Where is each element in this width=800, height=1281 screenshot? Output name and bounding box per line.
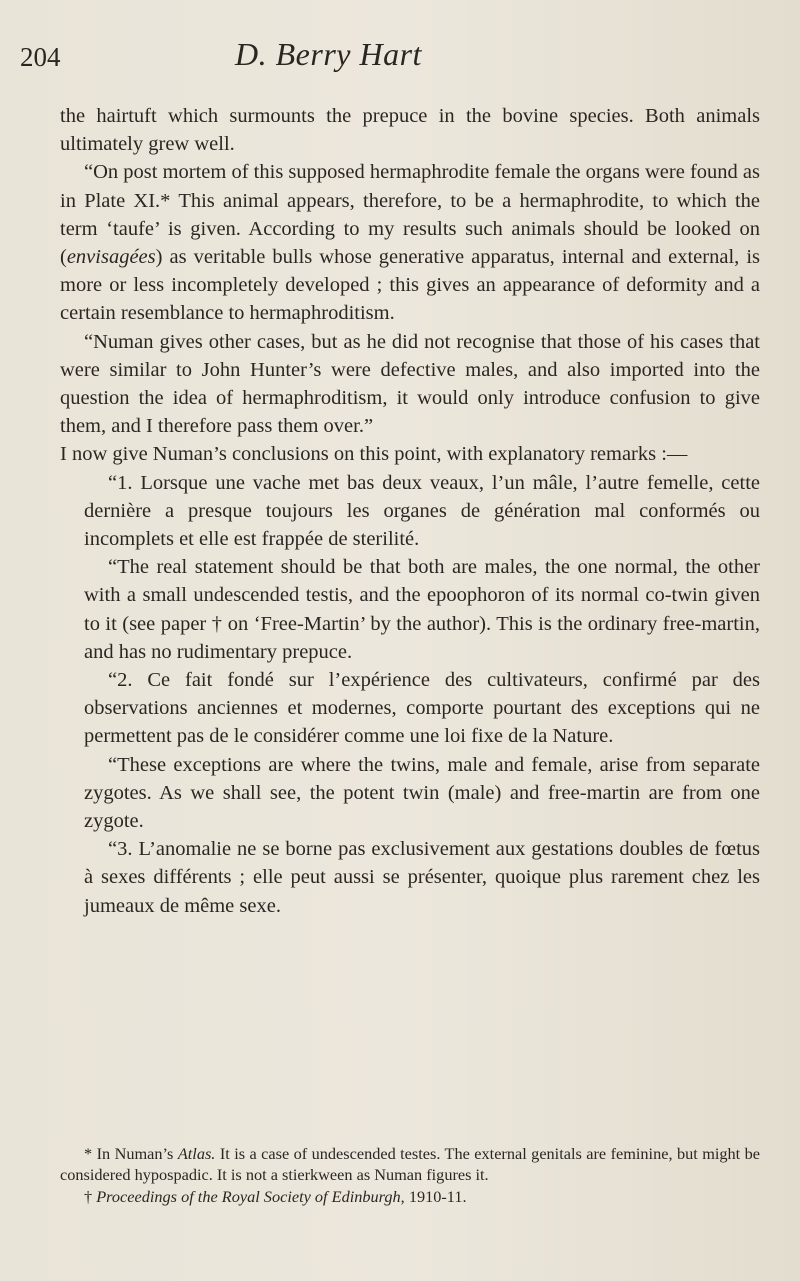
footnote-2 [60, 1186, 760, 1207]
footnote-italic: Atlas. [177, 1144, 216, 1163]
running-head: D. Berry Hart [235, 36, 422, 72]
conclusion-2: “2. Ce fait fondé sur l’expérience des cultivateurs, confirmé par des observations anciennes et modernes, comporte pourtant des exceptions qui ne permettent pas de le considérer comme une loi fixe de la Nature. [84, 669, 760, 748]
conclusion-1: “1. Lorsque une vache met bas deux veaux, l’un mâle, l’autre femelle, cette dernière a presque toujours les organes de génération mal conformés ou incomplets et elle est frappée de sterilité. [84, 471, 760, 551]
footnote-text: , 1910-11. [400, 1186, 467, 1206]
paragraph-numan-cases: “Numan gives other cases, but as he did not recognise that those of his cases that were similar to John Hunter’s were defective males, and also imported into the question the idea of hermaphroditism, it would only introduce confusion to give them, and I therefore pass them over.” [60, 330, 760, 438]
footnote-text: It is a case of undescended testes. The external genitals are feminine, but might be considered hypospadic. It is not a stierkween as Numan figures it. [60, 1144, 761, 1185]
body-text [60, 102, 760, 920]
conclusion-3: “3. L’anomalie ne se borne pas exclusivement aux gestations doubles de fœtus à sexes différents ; elle peut aussi se présenter, quoique plus rarement chez les jumeaux de même sexe. [84, 838, 760, 917]
footnotes [60, 1143, 760, 1207]
page-header [20, 14, 760, 72]
paragraph-text: “On post mortem of this supposed hermaphrodite female the organs were found as in Plate XI.* This animal appears, therefore, to be a hermaphrodite, to which the term ‘taufe’ is given. According to my results such animals should be looked on ( [60, 161, 760, 269]
footnote-text: * In Numan’s [84, 1144, 178, 1163]
paragraph-conclusions-intro: I now give Numan’s conclusions on this point, with explanatory remarks :— [60, 443, 688, 466]
paragraph-continuation: the hairtuft which surmounts the prepuce in the bovine species. Both animals ultimately grew well. [60, 105, 760, 156]
footnote-1 [60, 1143, 760, 1186]
italic-term: envisagées [66, 246, 156, 269]
paragraph-post-mortem [60, 158, 760, 327]
comment-2: “These exceptions are where the twins, male and female, arise from separate zygotes. As we shall see, the potent twin (male) and free-martin are from one zygote. [84, 753, 760, 833]
paragraph-text: ) as veritable bulls whose generative apparatus, internal and external, is more or less incompletely developed ; this gives an appearance of deformity and a certain resemblance to hermaphroditism. [60, 246, 760, 325]
footnote-text: † [84, 1186, 97, 1206]
comment-1: “The real statement should be that both are males, the one normal, the other with a small undescended testis, and the epoophoron of its normal co-twin given to it (see paper † on ‘Free-Martin’ by the author). This is the ordinary free-martin, and has no rudimentary prepuce. [84, 556, 760, 663]
page-number: 204 [20, 42, 61, 72]
footnote-italic: Proceedings of the Royal Society of Edinburgh [96, 1186, 401, 1206]
